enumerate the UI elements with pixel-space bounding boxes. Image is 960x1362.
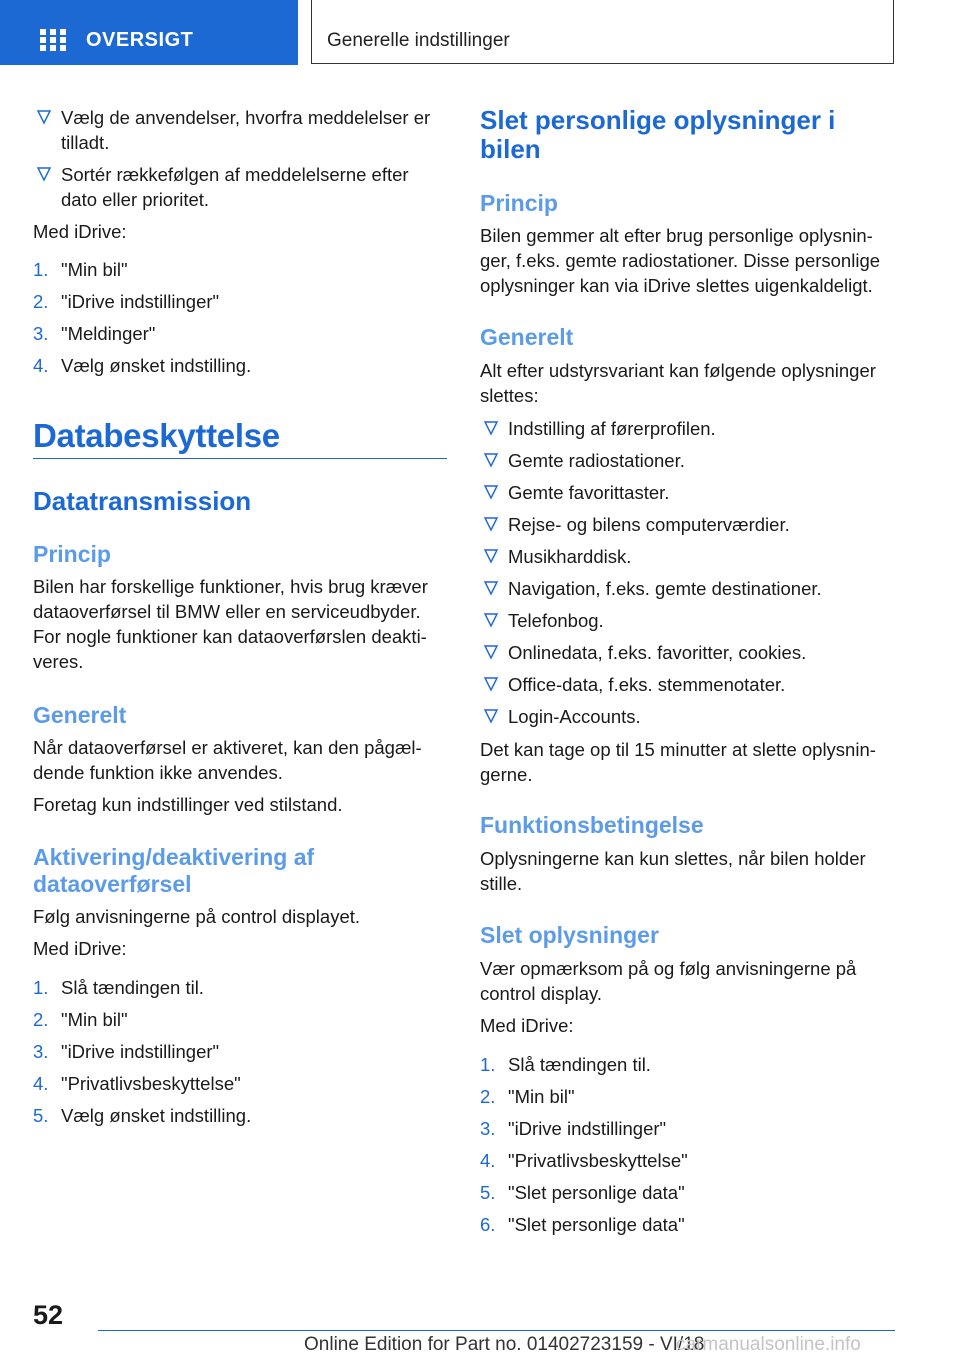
section-heading: bilen xyxy=(480,134,541,164)
subheading: dataoverførsel xyxy=(33,871,192,897)
section-heading: Slet personlige oplysninger i xyxy=(480,105,836,135)
footer-divider xyxy=(98,1330,895,1331)
step-text: "Min bil" xyxy=(61,259,128,280)
paragraph-line: gerne. xyxy=(480,764,533,785)
paragraph-line: stille. xyxy=(480,873,523,894)
list-item-text: Sortér rækkefølgen af meddelelserne efter xyxy=(61,164,409,185)
list-item-text: Onlinedata, f.eks. favoritter, cookies. xyxy=(508,642,807,663)
subheading: Generelt xyxy=(33,702,127,728)
list-item-text: Vælg de anvendelser, hvorfra meddelelser er xyxy=(61,107,431,128)
paragraph-line: Bilen har forskellige funktioner, hvis brug kræver xyxy=(33,576,428,597)
paragraph-line: Når dataoverførsel er aktiveret, kan den pågæl- xyxy=(33,737,422,758)
step-number: 5. xyxy=(480,1182,496,1203)
step-text: "Slet personlige data" xyxy=(508,1182,685,1203)
paragraph-line: Det kan tage op til 15 minutter at slette oplysnin- xyxy=(480,739,876,760)
step-number: 2. xyxy=(33,291,49,312)
paragraph: Foretag kun indstillinger ved stilstand. xyxy=(33,794,343,815)
step-number: 4. xyxy=(33,1073,49,1094)
step-text: "iDrive indstillinger" xyxy=(61,1041,220,1062)
step-number: 2. xyxy=(33,1009,49,1030)
paragraph: Med iDrive: xyxy=(33,938,127,959)
paragraph-line: Alt efter udstyrsvariant kan følgende oplysninger xyxy=(480,360,876,381)
paragraph-line: dende funktion ikke anvendes. xyxy=(33,762,283,783)
list-item-text: Indstilling af førerprofilen. xyxy=(508,418,716,439)
step-text: "Meldinger" xyxy=(61,323,156,344)
paragraph-line: Oplysningerne kan kun slettes, når bilen holder xyxy=(480,848,866,869)
list-item-text: Musikharddisk. xyxy=(508,546,632,567)
paragraph-line: Bilen gemmer alt efter brug personlige oplysnin- xyxy=(480,225,873,246)
subheading: Aktivering/deaktivering af xyxy=(33,844,315,870)
page-header xyxy=(0,0,960,66)
overview-tab-label: OVERSIGT xyxy=(86,29,194,51)
list-item-text: tilladt. xyxy=(61,132,110,153)
list-item-text: Rejse- og bilens computerværdier. xyxy=(508,514,790,535)
step-text: "Min bil" xyxy=(61,1009,128,1030)
section-tab-label: Generelle indstillinger xyxy=(327,30,510,51)
step-text: "iDrive indstillinger" xyxy=(61,291,220,312)
triangle-bullet-icon xyxy=(37,166,51,182)
step-text: "Min bil" xyxy=(508,1086,575,1107)
step-number: 3. xyxy=(480,1118,496,1139)
chapter-divider xyxy=(33,458,447,459)
step-number: 2. xyxy=(480,1086,496,1107)
step-number: 6. xyxy=(480,1214,496,1235)
paragraph-line: slettes: xyxy=(480,385,539,406)
triangle-bullet-icon xyxy=(484,644,498,660)
edition-info: Online Edition for Part no. 01402723159 - VI/18 xyxy=(304,1334,705,1355)
step-number: 1. xyxy=(33,977,49,998)
list-item-text: Gemte favorittaster. xyxy=(508,482,670,503)
list-item-text: Gemte radiostationer. xyxy=(508,450,685,471)
paragraph: Med iDrive: xyxy=(33,221,127,242)
paragraph-line: dataoverførsel til BMW eller en serviceudbyder. xyxy=(33,601,421,622)
triangle-bullet-icon xyxy=(484,452,498,468)
step-text: "Privatlivsbeskyttelse" xyxy=(61,1073,241,1094)
subheading: Princip xyxy=(480,190,558,216)
step-number: 1. xyxy=(33,259,49,280)
page-number: 52 xyxy=(33,1300,64,1330)
subheading: Princip xyxy=(33,541,111,567)
section-heading: Datatransmission xyxy=(33,486,252,516)
triangle-bullet-icon xyxy=(484,484,498,500)
step-number: 3. xyxy=(33,323,49,344)
triangle-bullet-icon xyxy=(484,708,498,724)
triangle-bullet-icon xyxy=(484,420,498,436)
paragraph-line: oplysninger kan via iDrive slettes uigenkaldeligt. xyxy=(480,275,873,296)
step-number: 1. xyxy=(480,1054,496,1075)
step-text: "Slet personlige data" xyxy=(508,1214,685,1235)
paragraph-line: For nogle funktioner kan dataoverførslen deakti- xyxy=(33,626,427,647)
step-number: 4. xyxy=(33,355,49,376)
step-text: "Privatlivsbeskyttelse" xyxy=(508,1150,688,1171)
step-text: "iDrive indstillinger" xyxy=(508,1118,667,1139)
subheading: Slet oplysninger xyxy=(480,922,659,948)
list-item-text: Office-data, f.eks. stemmenotater. xyxy=(508,674,786,695)
section-tab[interactable] xyxy=(311,0,894,64)
grid-menu-icon xyxy=(40,29,66,51)
step-number: 5. xyxy=(33,1105,49,1126)
triangle-bullet-icon xyxy=(484,612,498,628)
list-item-text: Telefonbog. xyxy=(508,610,604,631)
paragraph-line: control display. xyxy=(480,983,603,1004)
list-item-text: dato eller prioritet. xyxy=(61,189,210,210)
subheading: Funktionsbetingelse xyxy=(480,812,704,838)
step-number: 4. xyxy=(480,1150,496,1171)
step-number: 3. xyxy=(33,1041,49,1062)
triangle-bullet-icon xyxy=(37,109,51,125)
step-text: Slå tændingen til. xyxy=(508,1054,651,1075)
list-item-text: Login-Accounts. xyxy=(508,706,641,727)
step-text: Vælg ønsket indstilling. xyxy=(61,1105,252,1126)
paragraph-line: veres. xyxy=(33,651,84,672)
paragraph: Følg anvisningerne på control displayet. xyxy=(33,906,361,927)
paragraph-line: Vær opmærksom på og følg anvisningerne på xyxy=(480,958,857,979)
triangle-bullet-icon xyxy=(484,516,498,532)
triangle-bullet-icon xyxy=(484,580,498,596)
paragraph: Med iDrive: xyxy=(480,1015,574,1036)
watermark: carmanualsonline.info xyxy=(676,1334,861,1355)
subheading: Generelt xyxy=(480,324,574,350)
triangle-bullet-icon xyxy=(484,548,498,564)
chapter-title: Databeskyttelse xyxy=(33,417,280,454)
overview-tab[interactable] xyxy=(0,0,298,65)
triangle-bullet-icon xyxy=(484,676,498,692)
step-text: Slå tændingen til. xyxy=(61,977,204,998)
step-text: Vælg ønsket indstilling. xyxy=(61,355,252,376)
list-item-text: Navigation, f.eks. gemte destinationer. xyxy=(508,578,822,599)
paragraph-line: ger, f.eks. gemte radiostationer. Disse personlige xyxy=(480,250,881,271)
